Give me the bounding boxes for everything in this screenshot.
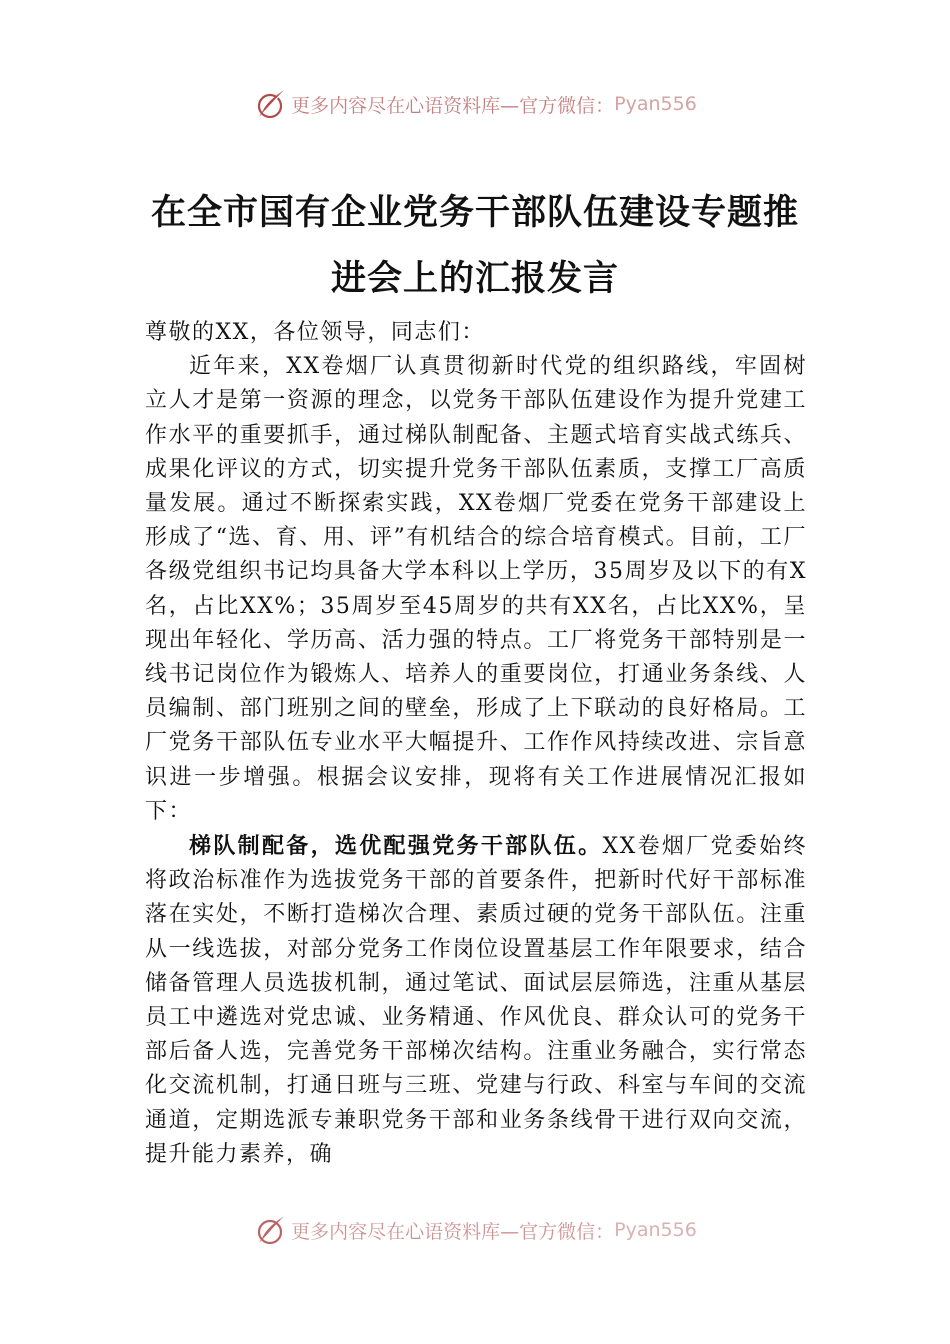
watermark-wechat-id: Pyan556 xyxy=(614,1219,697,1241)
watermark-wechat-id: Pyan556 xyxy=(614,93,697,115)
section-body: XX卷烟厂党委始终将政治标准作为选拔党务干部的首要条件，把新时代好干部标准落在实处，不断打造梯次合理、素质过硬的党务干部队伍。注重从一线选拔，对部分党务工作岗位设置基层工作年限要求，结合储备管理人员选拔机制，通过笔试、面试层层筛选，注重从基层员工中遴选对党忠诚、业务精通、作风优良、群众认可的党务干部后备人选，完善党务干部梯次结构。注重业务融合，实行常态化交流机制，打通日班与三班、党建与行政、科室与车间的交流通道，定期选派专兼职党务干部和业务条线骨干进行双向交流，提升能力素养，确 xyxy=(145,834,807,1167)
footer-watermark xyxy=(0,1204,950,1244)
paragraph-section-1 xyxy=(145,829,807,1172)
salutation: 尊敬的XX，各位领导，同志们： xyxy=(145,320,485,345)
paragraph-intro: 近年来，XX卷烟厂认真贯彻新时代党的组织路线，牢固树立人才是第一资源的理念，以党务干部队伍建设作为提升党建工作水平的重要抓手，通过梯队制配备、主题式培育实战式练兵、成果化评议的方式，切实提升党务干部队伍素质，支撑工厂高质量发展。通过不断探索实践，XX卷烟厂党委在党务干部建设上形成了“选、育、用、评”有机结合的综合培育模式。目前，工厂各级党组织书记均具备大学本科以上学历，35周岁及以下的有X名，占比XX%；35周岁至45周岁的共有XX名，占比XX%，呈现出年轻化、学历高、活力强的特点。工厂将党务干部特别是一线书记岗位作为锻炼人、培养人的重要岗位，打通业务条线、人员编制、部门班别之间的壁垒，形成了上下联动的良好格局。工厂党务干部队伍专业水平大幅提升、工作作风持续改进、宗旨意识进一步增强。根据会议安排，现将有关工作进展情况汇报如下： xyxy=(145,354,807,824)
document-title: 在全市国有企业党务干部队伍建设专题推进会上的汇报发言 xyxy=(150,192,799,299)
watermark-text: 更多内容尽在心语资料库—官方微信： xyxy=(291,1220,615,1243)
watermark-text: 更多内容尽在心语资料库—官方微信： xyxy=(291,94,615,117)
header-watermark xyxy=(0,84,950,124)
section-heading: 梯队制配备，选优配强党务干部队伍。 xyxy=(189,833,603,860)
feather-logo-icon xyxy=(253,1213,287,1244)
feather-logo-icon xyxy=(253,87,287,121)
document-body xyxy=(145,316,807,1172)
